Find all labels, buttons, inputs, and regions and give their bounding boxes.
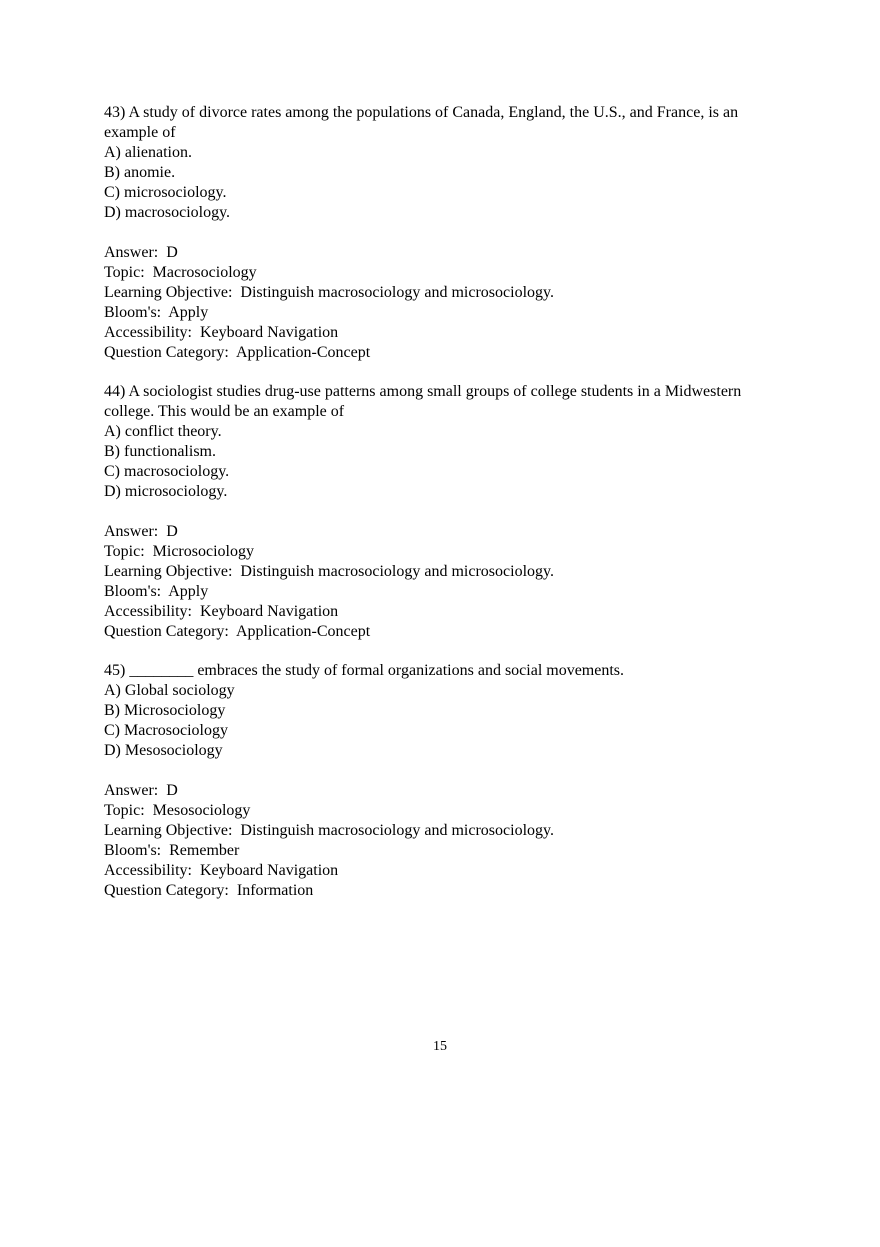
meta-label: Bloom's: (104, 842, 170, 859)
meta-label: Topic: (104, 802, 153, 819)
answer-option: D) macrosociology. (104, 204, 231, 221)
learning-objective-line (104, 821, 784, 841)
meta-value: Distinguish macrosociology and microsociology. (240, 284, 554, 301)
meta-value: Application-Concept (235, 344, 371, 361)
meta-value: Macrosociology (152, 264, 257, 281)
topic-line (104, 801, 784, 821)
answer-option: C) macrosociology. (104, 463, 230, 480)
learning-objective-line (104, 562, 784, 582)
answer-option: D) Mesosociology (104, 742, 223, 759)
meta-value: D (166, 244, 178, 261)
meta-label: Answer: (104, 782, 167, 799)
meta-label: Question Category: (104, 882, 237, 899)
answer-option: D) microsociology. (104, 483, 228, 500)
meta-value: Keyboard Navigation (199, 324, 339, 341)
meta-label: Learning Objective: (104, 563, 241, 580)
topic-line (104, 263, 784, 283)
meta-label: Learning Objective: (104, 822, 241, 839)
answer-option: B) functionalism. (104, 443, 216, 460)
meta-value: Apply (168, 583, 209, 600)
meta-label: Accessibility: (104, 603, 200, 620)
meta-label: Accessibility: (104, 324, 200, 341)
answer-options (104, 681, 784, 761)
answer-option: B) Microsociology (104, 702, 226, 719)
meta-label: Bloom's: (104, 583, 169, 600)
answer-option: A) conflict theory. (104, 423, 222, 440)
meta-value: Microsociology (152, 543, 254, 560)
question-block-43 (104, 103, 784, 363)
meta-label: Answer: (104, 523, 167, 540)
question-category-line (104, 881, 784, 901)
page-number: 15 (433, 1039, 447, 1054)
meta-value: Keyboard Navigation (199, 603, 339, 620)
meta-value: Application-Concept (235, 623, 371, 640)
meta-label: Answer: (104, 244, 167, 261)
question-stem: 45) ________ embraces the study of formal organizations and social movements. (104, 662, 625, 679)
answer-options (104, 422, 784, 502)
meta-label: Topic: (104, 543, 153, 560)
meta-label: Learning Objective: (104, 284, 241, 301)
answer-option: C) microsociology. (104, 184, 227, 201)
question-metadata (104, 522, 784, 642)
meta-value: Distinguish macrosociology and microsociology. (240, 822, 554, 839)
answer-option: A) alienation. (104, 144, 192, 161)
question-stem: 43) A study of divorce rates among the populations of Canada, England, the U.S., and France, is an example of (104, 104, 739, 141)
meta-label: Topic: (104, 264, 153, 281)
blooms-line (104, 582, 784, 602)
answer-line (104, 522, 784, 542)
answer-option: B) anomie. (104, 164, 176, 181)
question-list (104, 103, 784, 920)
answer-option: C) Macrosociology (104, 722, 228, 739)
meta-label: Question Category: (104, 623, 236, 640)
meta-label: Bloom's: (104, 304, 169, 321)
answer-options (104, 143, 784, 223)
meta-value: Apply (168, 304, 209, 321)
topic-line (104, 542, 784, 562)
meta-label: Accessibility: (104, 862, 200, 879)
accessibility-line (104, 602, 784, 622)
meta-value: Mesosociology (152, 802, 251, 819)
blooms-line (104, 303, 784, 323)
question-metadata (104, 243, 784, 363)
question-block-45 (104, 661, 784, 901)
question-category-line (104, 622, 784, 642)
answer-line (104, 781, 784, 801)
meta-value: Distinguish macrosociology and microsociology. (240, 563, 554, 580)
question-metadata (104, 781, 784, 901)
answer-option: A) Global sociology (104, 682, 235, 699)
meta-value: Remember (169, 842, 240, 859)
answer-line (104, 243, 784, 263)
question-stem: 44) A sociologist studies drug-use patterns among small groups of college students in a Midwestern college. This would be an example of (104, 383, 742, 420)
meta-value: D (166, 782, 178, 799)
meta-value: D (166, 523, 178, 540)
accessibility-line (104, 323, 784, 343)
accessibility-line (104, 861, 784, 881)
learning-objective-line (104, 283, 784, 303)
meta-value: Keyboard Navigation (199, 862, 339, 879)
question-category-line (104, 343, 784, 363)
question-block-44 (104, 382, 784, 642)
blooms-line (104, 841, 784, 861)
meta-value: Information (236, 882, 314, 899)
meta-label: Question Category: (104, 344, 236, 361)
